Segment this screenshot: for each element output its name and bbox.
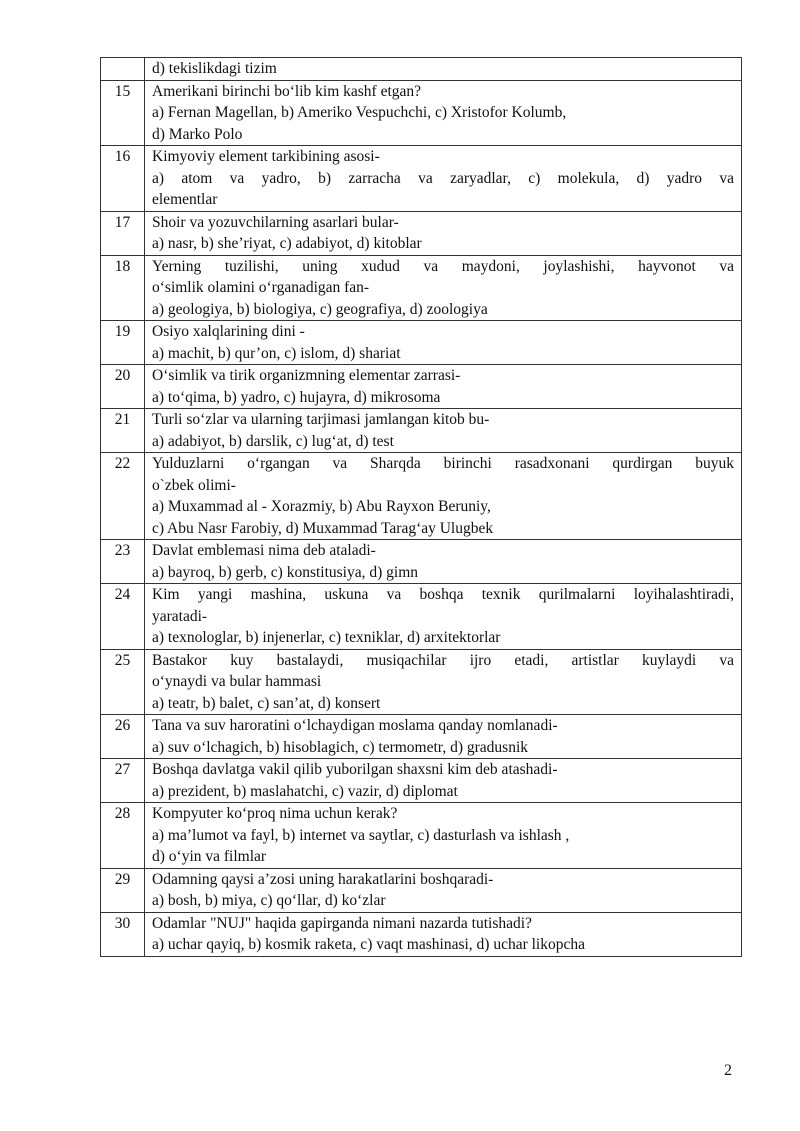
- question-number: 26: [101, 715, 145, 759]
- question-row: [101, 321, 742, 365]
- question-content: [145, 409, 742, 453]
- answer-line: d) tekislikdagi tizim: [152, 60, 277, 77]
- question-text: Shoir va yozuvchilarning asarlari bular-: [152, 213, 399, 231]
- question-row: [101, 365, 742, 409]
- question-text: Kimyoviy element tarkibining asosi-: [152, 148, 380, 165]
- question-number: 29: [101, 868, 145, 912]
- question-text: Kompyuter ko‘proq nima uchun kerak?: [152, 805, 398, 822]
- question-number: 19: [101, 321, 145, 365]
- question-row: [101, 211, 742, 255]
- question-text: Odamlar "NUJ" haqida gapirganda nimani nazarda tutishadi?: [152, 914, 532, 932]
- question-content: [145, 540, 742, 584]
- answer-line: a) suv o‘lchagich, b) hisoblagich, c) termometr, d) gradusnik: [152, 738, 529, 756]
- questions-table-body: [101, 58, 742, 957]
- question-content: [145, 211, 742, 255]
- question-content: [145, 803, 742, 869]
- answer-line: a) to‘qima, b) yadro, c) hujayra, d) mikrosoma: [152, 388, 441, 406]
- answer-line: a) bosh, b) miya, c) qo‘llar, d) ko‘zlar: [152, 892, 386, 909]
- answer-line: a) Fernan Magellan, b) Ameriko Vespuchchi, c) Xristofor Kolumb,: [152, 104, 567, 121]
- question-row: [101, 649, 742, 715]
- question-text: Yerning tuzilishi, uning xudud va maydoni, joylashishi, hayvonot va: [152, 257, 734, 275]
- answer-line: a) texnologlar, b) injenerlar, c) texniklar, d) arxitektorlar: [152, 629, 501, 646]
- question-number: 21: [101, 409, 145, 453]
- answer-line: a) Muxammad al - Xorazmiy, b) Abu Rayxon Beruniy,: [152, 498, 491, 515]
- question-row: [101, 584, 742, 650]
- question-content: [145, 80, 742, 146]
- question-content: [145, 649, 742, 715]
- answer-line: a) ma’lumot va fayl, b) internet va saytlar, c) dasturlash va ishlash ,: [152, 826, 570, 844]
- question-row: [101, 759, 742, 803]
- answer-line: a) uchar qayiq, b) kosmik raketa, c) vaqt mashinasi, d) uchar likopcha: [152, 936, 585, 953]
- answer-line: c) Abu Nasr Farobiy, d) Muxammad Tarag‘ay Ulugbek: [152, 519, 494, 537]
- answer-line: a) geologiya, b) biologiya, c) geografiya, d) zoologiya: [152, 300, 488, 318]
- question-text: Osiyo xalqlarining dini -: [152, 323, 305, 340]
- question-number: 20: [101, 365, 145, 409]
- question-row: [101, 409, 742, 453]
- page-number: 2: [724, 1062, 732, 1079]
- question-number: 22: [101, 453, 145, 540]
- question-content: [145, 759, 742, 803]
- question-text: Tana va suv haroratini o‘lchaydigan moslama qanday nomlanadi-: [152, 717, 558, 734]
- question-row: [101, 715, 742, 759]
- question-text: Boshqa davlatga vakil qilib yuborilgan shaxsni kim deb atashadi-: [152, 761, 558, 778]
- question-number: 15: [101, 80, 145, 146]
- question-row: [101, 803, 742, 869]
- question-content: [145, 453, 742, 540]
- answer-line: a) adabiyot, b) darslik, c) lug‘at, d) test: [152, 432, 394, 450]
- answer-line: a) machit, b) qur’on, c) islom, d) shariat: [152, 344, 401, 362]
- question-text: Amerikani birinchi bo‘lib kim kashf etgan?: [152, 82, 422, 100]
- questions-table: [100, 57, 742, 957]
- question-content: [145, 584, 742, 650]
- question-number: 30: [101, 912, 145, 956]
- question-row: [101, 453, 742, 540]
- answer-line: a) atom va yadro, b) zarracha va zaryadlar, c) molekula, d) yadro va: [152, 169, 734, 187]
- question-content: [145, 912, 742, 956]
- question-number: 25: [101, 649, 145, 715]
- question-text: Kim yangi mashina, uskuna va boshqa texnik qurilmalarni loyihalashtiradi,: [152, 586, 734, 603]
- question-number: 18: [101, 255, 145, 321]
- answer-line: elementlar: [152, 191, 218, 208]
- question-row: [101, 255, 742, 321]
- question-text: Bastakor kuy bastalaydi, musiqachilar ijro etadi, artistlar kuylaydi va: [152, 651, 734, 669]
- question-row: [101, 80, 742, 146]
- question-number: 24: [101, 584, 145, 650]
- answer-line: o`zbek olimi-: [152, 476, 236, 494]
- question-row: [101, 912, 742, 956]
- question-text: O‘simlik va tirik organizmning elementar zarrasi-: [152, 367, 461, 384]
- question-text: Odamning qaysi a’zosi uning harakatlarini boshqaradi-: [152, 870, 494, 888]
- question-content: [145, 255, 742, 321]
- question-text: Yulduzlarni o‘rgangan va Sharqda birinchi rasadxonani qurdirgan buyuk: [152, 455, 734, 472]
- question-number: [101, 58, 145, 81]
- question-text: Davlat emblemasi nima deb ataladi-: [152, 542, 376, 559]
- question-number: 17: [101, 211, 145, 255]
- question-number: 28: [101, 803, 145, 869]
- question-row: [101, 58, 742, 81]
- answer-line: o‘ynaydi va bular hammasi: [152, 673, 322, 690]
- question-content: [145, 146, 742, 212]
- question-row: [101, 540, 742, 584]
- answer-line: o‘simlik olamini o‘rganadigan fan-: [152, 279, 370, 296]
- question-number: 27: [101, 759, 145, 803]
- answer-line: d) Marko Polo: [152, 125, 243, 143]
- question-text: Turli so‘zlar va ularning tarjimasi jamlangan kitob bu-: [152, 411, 490, 428]
- answer-line: yaratadi-: [152, 607, 208, 625]
- question-number: 23: [101, 540, 145, 584]
- answer-line: a) teatr, b) balet, c) san’at, d) konsert: [152, 694, 381, 712]
- question-number: 16: [101, 146, 145, 212]
- answer-line: a) bayroq, b) gerb, c) konstitusiya, d) gimn: [152, 563, 419, 581]
- question-content: [145, 715, 742, 759]
- question-content: [145, 58, 742, 81]
- question-row: [101, 868, 742, 912]
- question-content: [145, 321, 742, 365]
- answer-line: a) nasr, b) she’riyat, c) adabiyot, d) kitoblar: [152, 235, 422, 252]
- question-content: [145, 868, 742, 912]
- answer-line: d) o‘yin va filmlar: [152, 848, 267, 865]
- answer-line: a) prezident, b) maslahatchi, c) vazir, d) diplomat: [152, 782, 458, 800]
- question-row: [101, 146, 742, 212]
- question-content: [145, 365, 742, 409]
